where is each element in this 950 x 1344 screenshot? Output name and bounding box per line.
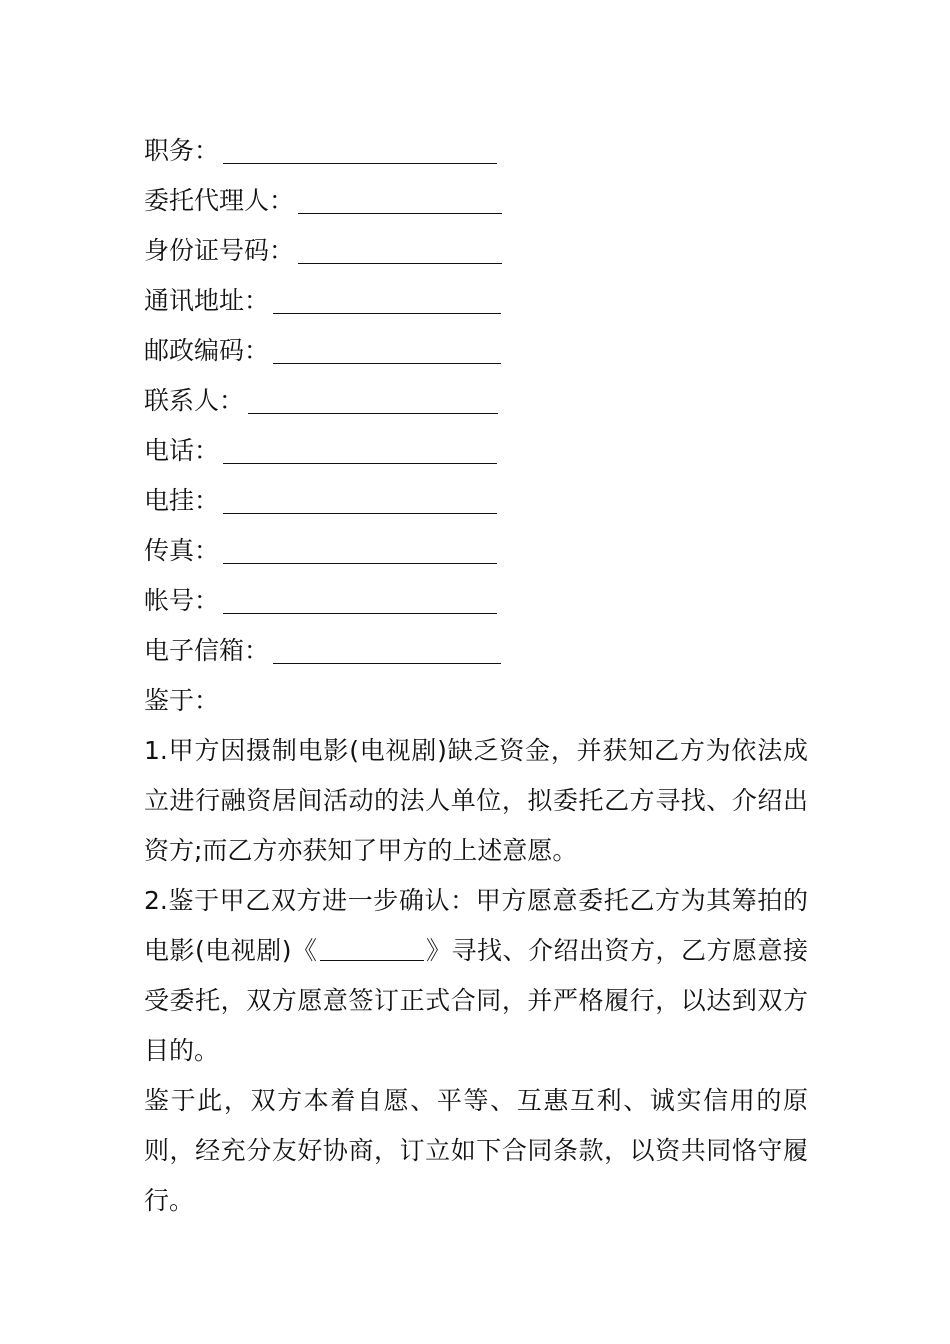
field-line (144, 476, 808, 526)
field-line (144, 576, 808, 626)
fill-in-blank[interactable] (223, 576, 497, 614)
field-label: 身份证号码： (144, 236, 295, 265)
field-label: 委托代理人： (144, 186, 295, 215)
fill-in-blank[interactable] (223, 526, 497, 564)
field-label: 电子信箱： (144, 636, 270, 665)
fill-in-blank[interactable] (298, 176, 502, 214)
field-line (144, 276, 808, 326)
field-line (144, 376, 808, 426)
field-line (144, 526, 808, 576)
field-line (144, 126, 808, 176)
whereas-heading: 鉴于： (144, 686, 220, 715)
field-line (144, 226, 808, 276)
party-fields (144, 126, 808, 676)
fill-in-blank[interactable] (273, 276, 501, 314)
field-label: 联系人： (144, 386, 245, 415)
field-label: 电话： (144, 436, 220, 465)
film-title-blank (320, 926, 424, 961)
clause-2-text-after: 》寻找、介绍出资方，乙方愿意接受委托，双方愿意签订正式合同，并严格履行，以达到双方目的。 (144, 936, 808, 1065)
clause-2 (144, 876, 808, 1076)
field-line (144, 426, 808, 476)
document-content (144, 126, 808, 1226)
field-label: 通讯地址： (144, 286, 270, 315)
fill-in-blank[interactable] (273, 326, 501, 364)
fill-in-blank[interactable] (223, 426, 497, 464)
fill-in-blank[interactable] (248, 376, 498, 414)
clause-2-text-before: 2.鉴于甲乙双方进一步确认：甲方愿意委托乙方为其筹拍的电影(电视剧)《 (144, 886, 808, 965)
field-label: 职务： (144, 136, 220, 165)
field-label: 帐号： (144, 586, 220, 615)
field-label: 传真： (144, 536, 220, 565)
field-label: 邮政编码： (144, 336, 270, 365)
fill-in-blank[interactable] (298, 226, 502, 264)
clause-1: 1.甲方因摄制电影(电视剧)缺乏资金，并获知乙方为依法成立进行融资居间活动的法人单位，拟委托乙方寻找、介绍出资方;而乙方亦获知了甲方的上述意愿。 (144, 736, 808, 865)
field-line (144, 626, 808, 676)
field-line (144, 176, 808, 226)
field-line (144, 326, 808, 376)
closing-paragraph: 鉴于此，双方本着自愿、平等、互惠互利、诚实信用的原则，经充分友好协商，订立如下合同条款，以资共同恪守履行。 (144, 1086, 808, 1215)
fill-in-blank[interactable] (223, 476, 497, 514)
fill-in-blank[interactable] (273, 626, 501, 664)
fill-in-blank[interactable] (223, 126, 497, 164)
field-label: 电挂： (144, 486, 220, 515)
